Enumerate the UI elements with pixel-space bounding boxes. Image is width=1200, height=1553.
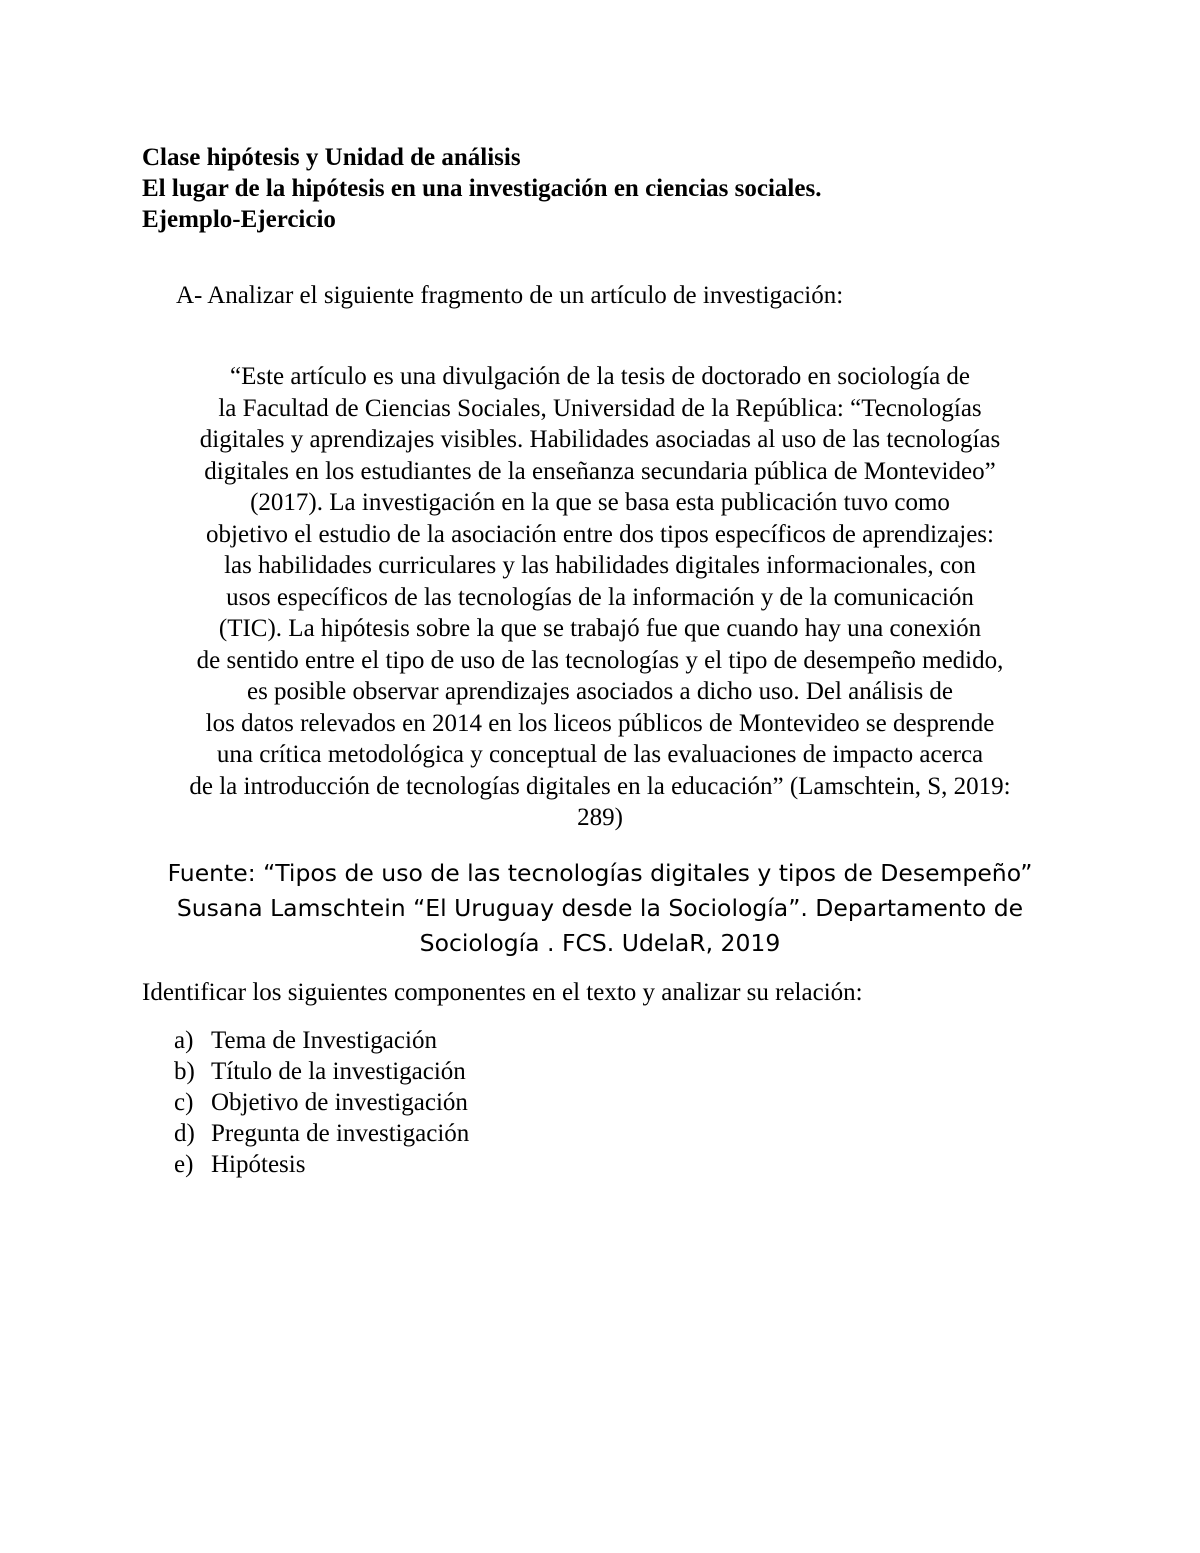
list-item-text: Tema de Investigación: [211, 1027, 437, 1054]
components-list: [174, 1025, 469, 1180]
document-header: [142, 142, 821, 235]
quote-line: los datos relevados en 2014 en los liceos públicos de Montevideo se desprende: [205, 709, 995, 737]
quote-line: las habilidades curriculares y las habilidades digitales informacionales, con: [224, 552, 976, 579]
list-marker: c): [174, 1089, 194, 1116]
list-item: [174, 1025, 469, 1056]
document-subtitle: El lugar de la hipótesis en una investigación en ciencias sociales.: [142, 175, 822, 202]
list-item: [174, 1087, 469, 1118]
quote-line: (2017). La investigación en la que se basa esta publicación tuvo como: [250, 489, 950, 516]
list-item-text: Pregunta de investigación: [211, 1120, 470, 1147]
source-line: Susana Lamschtein “El Uruguay desde la Sociología”. Departamento de: [176, 894, 1024, 922]
source-citation: [130, 856, 1070, 961]
article-quote: [130, 361, 1070, 834]
list-item: [174, 1056, 469, 1087]
list-item-text: Título de la investigación: [211, 1058, 466, 1085]
quote-line: (TIC). La hipótesis sobre la que se trabajó fue que cuando hay una conexión: [218, 615, 982, 642]
quote-line: de la introducción de tecnologías digitales en la educación” (Lamschtein, S, 2019:: [189, 772, 1011, 800]
quote-line: la Facultad de Ciencias Sociales, Universidad de la República: “Tecnologías: [218, 394, 982, 422]
identify-instruction: Identificar los siguientes componentes en el texto y analizar su relación:: [142, 979, 863, 1006]
list-item-text: Objetivo de investigación: [211, 1089, 468, 1116]
list-marker: a): [174, 1027, 194, 1054]
quote-line: una crítica metodológica y conceptual de las evaluaciones de impacto acerca: [216, 741, 984, 768]
list-item: [174, 1149, 469, 1180]
list-item: [174, 1118, 469, 1149]
list-marker: e): [174, 1151, 194, 1178]
quote-line: es posible observar aprendizajes asociados a dicho uso. Del análisis de: [246, 678, 954, 705]
source-line: Fuente: “Tipos de uso de las tecnologías digitales y tipos de Desempeño”: [167, 859, 1033, 887]
list-item-text: Hipótesis: [211, 1151, 306, 1178]
document-title: Clase hipótesis y Unidad de análisis: [142, 144, 521, 171]
quote-line: usos específicos de las tecnologías de la información y de la comunicación: [226, 583, 974, 611]
quote-line: “Este artículo es una divulgación de la tesis de doctorado en sociología de: [229, 363, 971, 390]
list-marker: b): [174, 1058, 195, 1085]
quote-line: de sentido entre el tipo de uso de las tecnologías y el tipo de desempeño medido,: [196, 646, 1004, 674]
quote-line: 289): [577, 804, 623, 831]
analysis-instruction: A- Analizar el siguiente fragmento de un artículo de investigación:: [176, 282, 844, 309]
list-marker: d): [174, 1120, 195, 1147]
quote-line: digitales en los estudiantes de la enseñanza secundaria pública de Montevideo”: [204, 457, 996, 485]
document-section-label: Ejemplo-Ejercicio: [142, 206, 336, 233]
quote-line: objetivo el estudio de la asociación entre dos tipos específicos de aprendizajes:: [206, 520, 994, 548]
quote-line: digitales y aprendizajes visibles. Habilidades asociadas al uso de las tecnologías: [199, 426, 1001, 453]
source-line: Sociología . FCS. UdelaR, 2019: [419, 929, 781, 957]
